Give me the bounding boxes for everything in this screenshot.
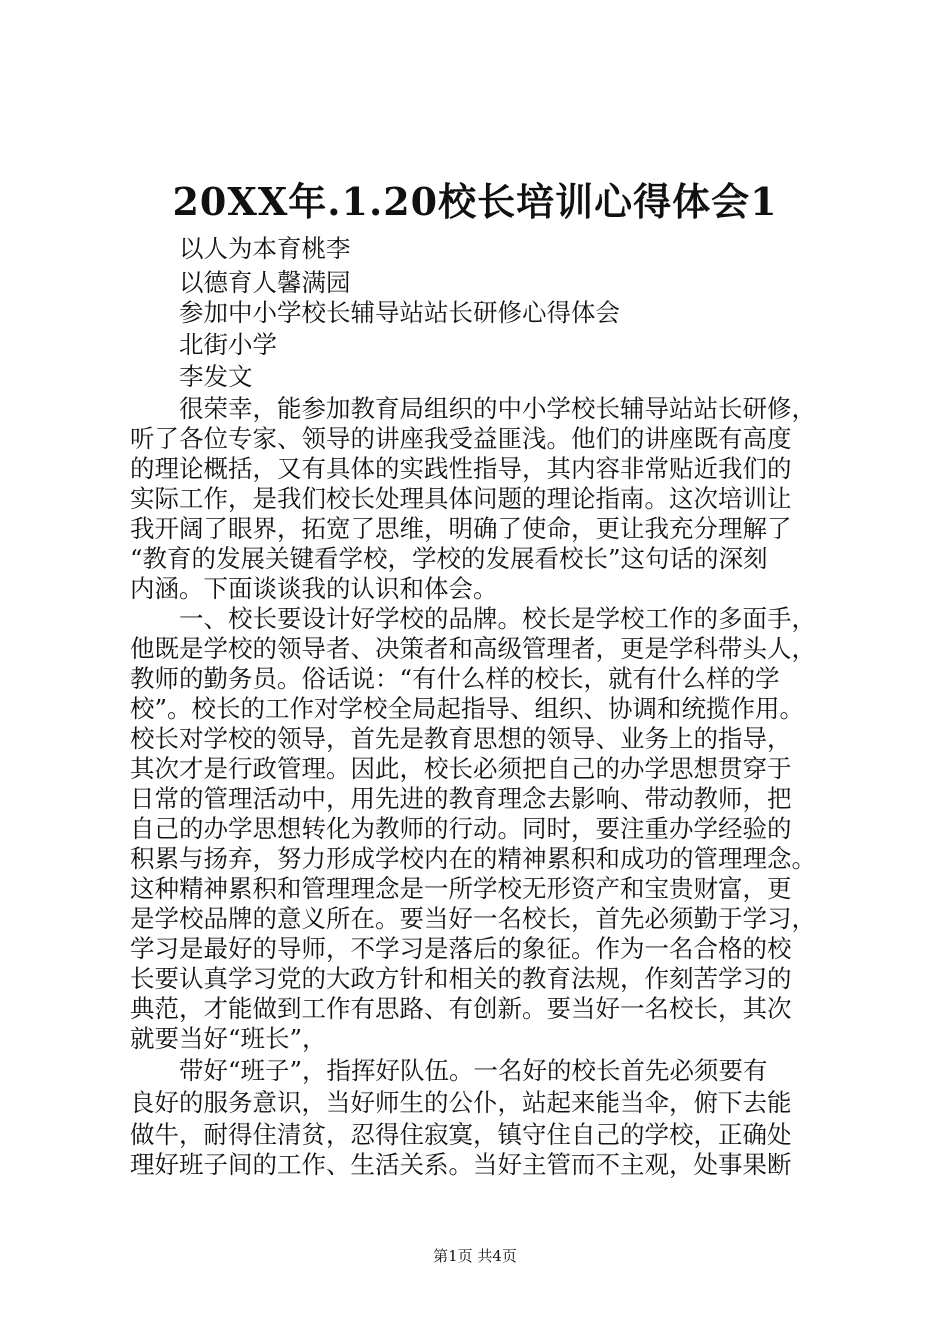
header-line: 参加中小学校长辅导站站长研修心得体会 — [179, 298, 620, 327]
body-line: 我开阔了眼界，拓宽了思维，明确了使命，更让我充分理解了 — [130, 514, 792, 543]
body-line: 理好班子间的工作、生活关系。当好主管而不主观，处事果断 — [130, 1150, 792, 1179]
body-line: 良好的服务意识，当好师生的公仆，站起来能当伞，俯下去能 — [130, 1088, 792, 1117]
body-line: 这种精神累积和管理理念是一所学校无形资产和宝贵财富，更 — [130, 874, 792, 903]
page-footer: 第1页 共4页 — [433, 1247, 517, 1265]
body-line: 校长对学校的领导，首先是教育思想的领导、业务上的指导， — [130, 724, 792, 753]
body-line: 就要当好“班长”， — [130, 1024, 327, 1053]
body-line: 学习是最好的导师，不学习是落后的象征。作为一名合格的校 — [130, 934, 792, 963]
body-line: 听了各位专家、领导的讲座我受益匪浅。他们的讲座既有高度 — [130, 424, 792, 453]
body-line: “教育的发展关键看学校，学校的发展看校长”这句话的深刻 — [130, 544, 768, 573]
body-line: 一、校长要设计好学校的品牌。校长是学校工作的多面手， — [179, 604, 816, 633]
body-line: 日常的管理活动中，用先进的教育理念去影响、带动教师，把 — [130, 784, 792, 813]
body-line: 是学校品牌的意义所在。要当好一名校长，首先必须勤于学习， — [130, 904, 816, 933]
header-line: 北街小学 — [179, 330, 277, 359]
header-line: 以德育人馨满园 — [179, 268, 351, 297]
body-line: 的理论概括，又有具体的实践性指导，其内容非常贴近我们的 — [130, 454, 792, 483]
body-line: 教师的勤务员。俗话说：“有什么样的校长，就有什么样的学 — [130, 664, 780, 693]
body-line: 校”。校长的工作对学校全局起指导、组织、协调和统揽作用。 — [130, 694, 805, 723]
document-title: 20XX年.1.20校长培训心得体会1 — [172, 179, 778, 224]
body-line: 其次才是行政管理。因此，校长必须把自己的办学思想贯穿于 — [130, 754, 792, 783]
header-line: 李发文 — [179, 362, 253, 391]
body-line: 实际工作，是我们校长处理具体问题的理论指南。这次培训让 — [130, 484, 792, 513]
body-line: 积累与扬弃，努力形成学校内在的精神累积和成功的管理理念。 — [130, 844, 816, 873]
body-line: 做牛，耐得住清贫，忍得住寂寞，镇守住自己的学校，正确处 — [130, 1120, 792, 1149]
body-line: 他既是学校的领导者、决策者和高级管理者，更是学科带头人， — [130, 634, 816, 663]
body-line: 自己的办学思想转化为教师的行动。同时，要注重办学经验的 — [130, 814, 792, 843]
body-line: 长要认真学习党的大政方针和相关的教育法规，作刻苦学习的 — [130, 964, 792, 993]
header-line: 以人为本育桃李 — [179, 234, 351, 263]
body-line: 很荣幸，能参加教育局组织的中小学校长辅导站站长研修， — [179, 394, 816, 423]
body-line: 典范，才能做到工作有思路、有创新。要当好一名校长，其次 — [130, 994, 792, 1023]
body-line: 带好“班子”，指挥好队伍。一名好的校长首先必须要有 — [179, 1056, 768, 1085]
body-line: 内涵。下面谈谈我的认识和体会。 — [130, 574, 498, 603]
